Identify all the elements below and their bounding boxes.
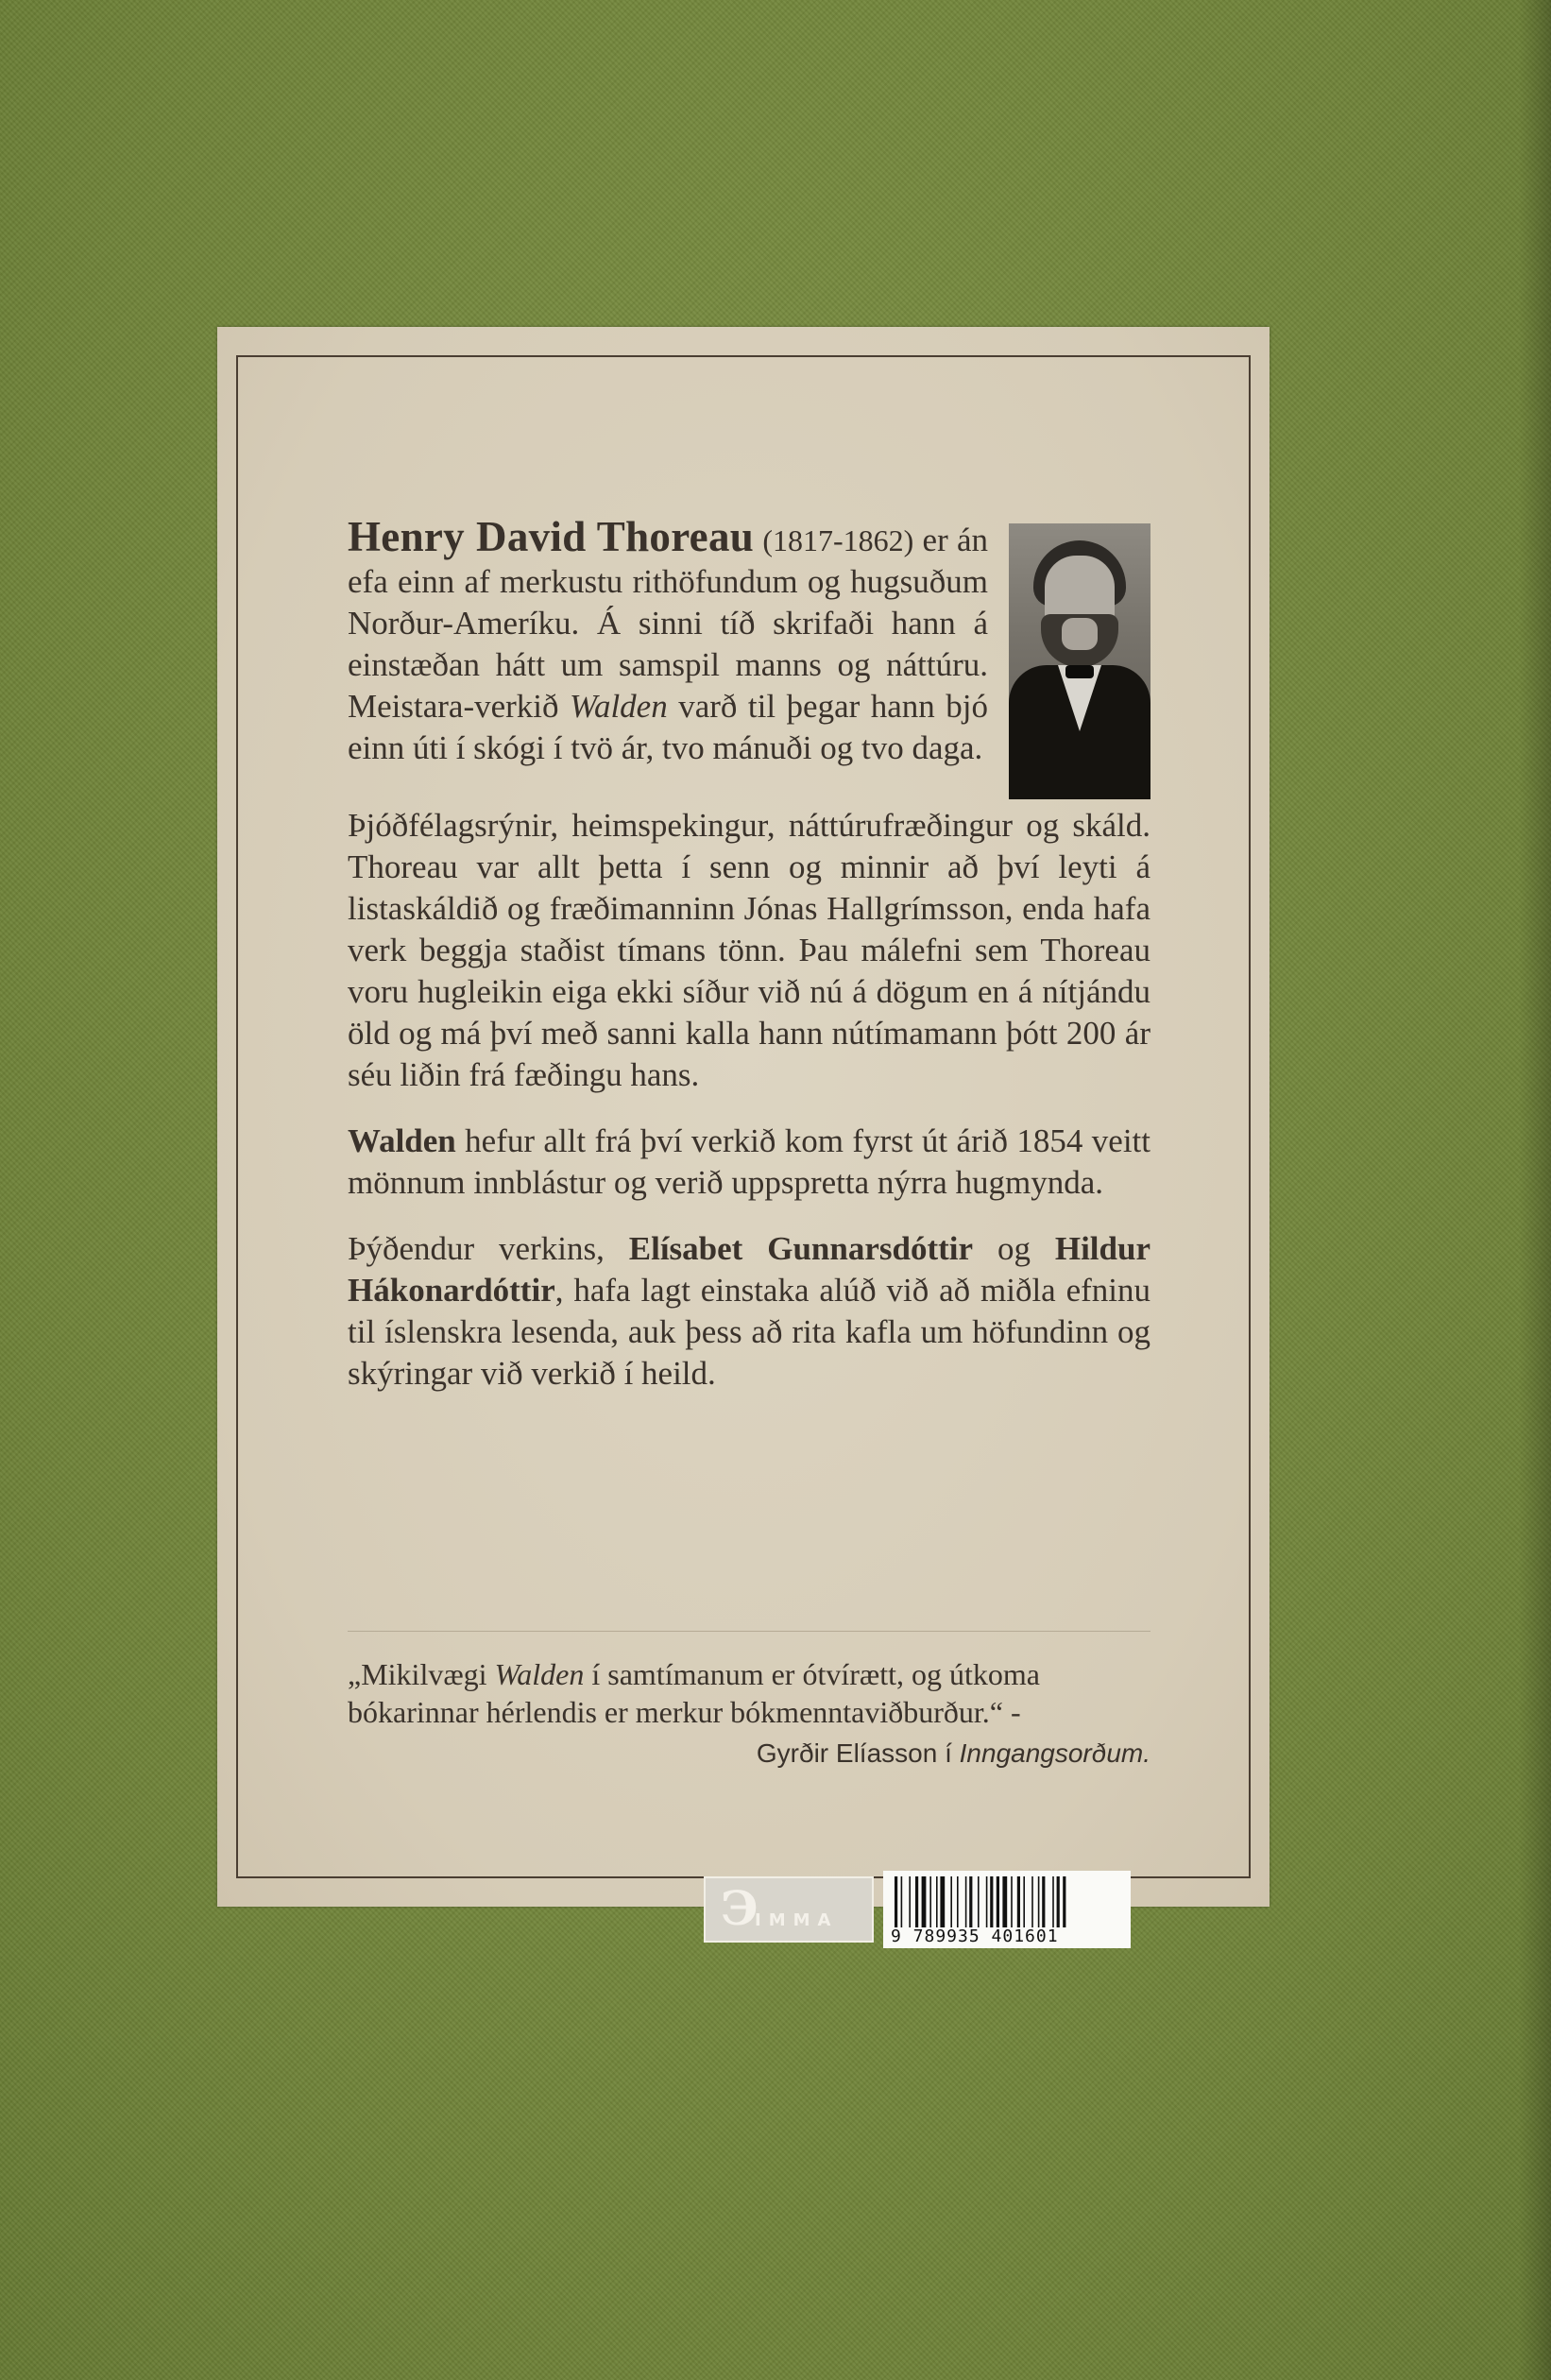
quote-text: „Mikilvægi Walden í samtímanum er ótvírætt, og útkoma bókarinnar hérlendis er merkur bókmenntaviðburður.“ - (348, 1657, 1040, 1729)
translator-1: Elísabet Gunnarsdóttir (628, 1230, 974, 1267)
intro-text-2: varð til þegar hann bjó einn úti í skógi í tvö ár, tvo mánuði og tvo daga. (348, 688, 988, 766)
publisher-logo (704, 1876, 874, 1943)
publisher-bar (704, 1871, 1148, 1948)
quote-attribution: Gyrðir Elíasson í Inngangsorðum. (756, 1738, 1150, 1768)
blurb (348, 513, 1150, 1419)
paragraph-2: Þjóðfélagsrýnir, heimspekingur, náttúrufræðingur og skáld. Thoreau var allt þetta í senn og minnir að því leyti á listaskáldið og fræðimanninn Jónas Hallgrímsson, enda hafa verk beggja staðist tímans tönn. Þau málefni sem Thoreau voru hugleikin eiga ekki síður við nú á dögum en á nítjándu öld og má því með sanni kalla hann nútímamann þótt 200 ár séu liðin frá fæðingu hans. (348, 807, 1150, 1093)
walden-bold: Walden (348, 1122, 456, 1159)
publisher-word: IMMA (755, 1910, 839, 1930)
barcode-icon (883, 1871, 1131, 1948)
paragraph-4: Þýðendur verkins, Elísabet Gunnarsdóttir og Hildur Hákonardóttir, hafa lagt einstaka alúð við að miðla efninu til íslenskra lesenda, auk þess að rita kafla um höfundinn og skýringar við verkið í heild. (348, 1230, 1150, 1392)
intro-walden-title: Walden (570, 688, 668, 725)
paragraph-3: Walden hefur allt frá því verkið kom fyrst út árið 1854 veitt mönnum innblástur og verið uppspretta nýrra hugmynda. (348, 1122, 1150, 1201)
divider (348, 1631, 1150, 1632)
publisher-glyph: Э (721, 1880, 758, 1936)
author-portrait (1009, 523, 1150, 799)
barcode-bars (891, 1876, 1123, 1927)
intro-text-1: er án efa einn af merkustu rithöfundum og hugsuðum Norður-Ameríku. Á sinni tíð skrifaði hann á einstæðan hátt um samspil manns og náttúru. Meistara-verkið (348, 522, 989, 725)
intro-paragraph (348, 513, 1150, 805)
back-cover-label (217, 327, 1270, 1946)
author-years: (1817-1862) (762, 523, 914, 557)
translator-2: Hildur Hákonardóttir (348, 1230, 1150, 1309)
cover-edge-shadow (1519, 0, 1551, 2380)
quote-block (348, 1655, 1150, 1772)
isbn-digits: 9 789935 401601 (891, 1926, 1059, 1946)
author-name: Henry David Thoreau (348, 513, 755, 560)
